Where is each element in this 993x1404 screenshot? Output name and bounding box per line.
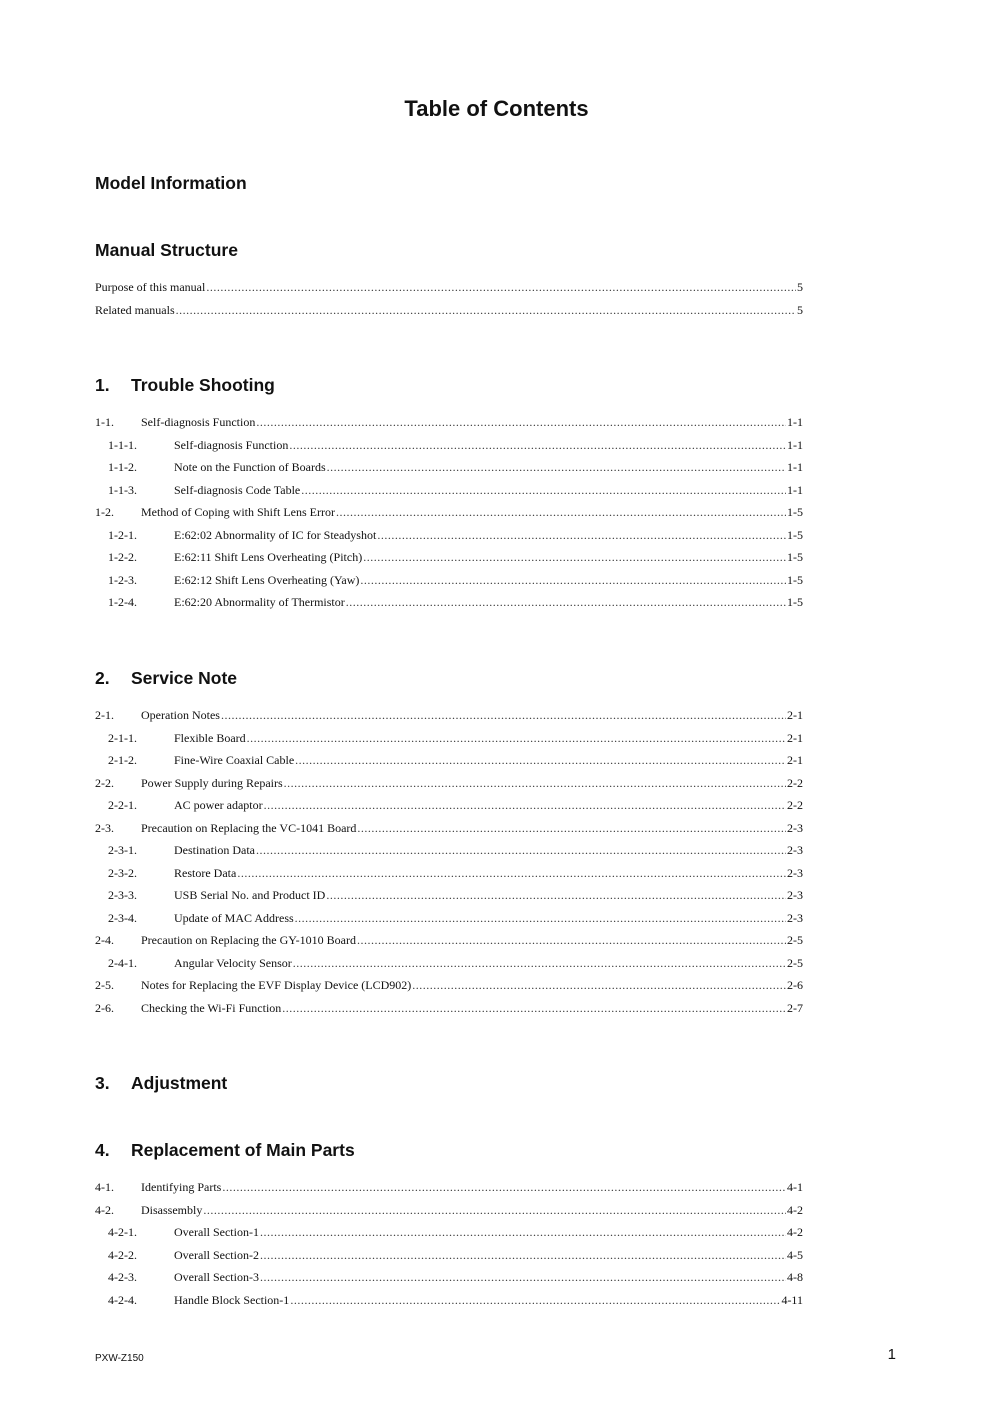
toc-entry-page: 4-1 bbox=[787, 1180, 803, 1194]
toc-entry-page: 1-5 bbox=[787, 505, 803, 519]
toc-entry-label: Checking the Wi-Fi Function bbox=[141, 1000, 282, 1015]
toc-entry-number: 1-2-1. bbox=[108, 527, 137, 542]
toc-entry-page: 2-3 bbox=[787, 843, 803, 857]
toc-entry-number: 2-3-4. bbox=[108, 910, 137, 925]
dot-leader bbox=[360, 573, 786, 588]
toc-entry-number: 1-1-3. bbox=[108, 482, 137, 497]
toc-entry[interactable] bbox=[95, 708, 803, 731]
toc-entry-label: Angular Velocity Sensor bbox=[174, 955, 292, 970]
toc-entry-number: 2-3-1. bbox=[108, 843, 137, 857]
dot-leader bbox=[256, 415, 786, 430]
toc-entry-label: Flexible Board bbox=[174, 730, 246, 745]
dot-leader bbox=[260, 1270, 786, 1285]
toc-entry[interactable] bbox=[95, 776, 803, 799]
toc-entry-number: 1-2-3. bbox=[108, 572, 137, 587]
toc-entry-label: Self-diagnosis Code Table bbox=[174, 482, 301, 497]
section-title: Replacement of Main Parts bbox=[131, 1140, 355, 1160]
dot-leader bbox=[295, 753, 786, 768]
toc-entry-number: 4-2. bbox=[95, 1202, 114, 1217]
dot-leader bbox=[357, 933, 786, 948]
section-title: Manual Structure bbox=[95, 240, 238, 260]
dot-leader bbox=[264, 798, 786, 813]
toc-entry-page: 2-3 bbox=[787, 865, 803, 880]
toc-entry-page: 2-1 bbox=[787, 708, 803, 722]
toc-entry[interactable] bbox=[95, 888, 803, 911]
toc-entry-page: 4-11 bbox=[781, 1292, 803, 1307]
section-number: 2. bbox=[95, 668, 110, 688]
section-heading[interactable] bbox=[95, 236, 803, 264]
toc-entry-label: Power Supply during Repairs bbox=[141, 775, 283, 790]
toc-entry-number: 4-1. bbox=[95, 1180, 114, 1194]
toc-entry-number: 1-1-2. bbox=[108, 460, 137, 474]
toc-entry[interactable] bbox=[95, 843, 803, 866]
toc-entry-label: Operation Notes bbox=[141, 708, 220, 722]
section-number: 1. bbox=[95, 375, 110, 395]
toc-entry-label: Notes for Replacing the EVF Display Device (LCD902) bbox=[141, 978, 412, 992]
toc-entry-label: Identifying Parts bbox=[141, 1180, 222, 1194]
toc-entry[interactable] bbox=[95, 483, 803, 506]
toc-entry-label: Purpose of this manual bbox=[95, 280, 206, 294]
toc-entry[interactable] bbox=[95, 415, 803, 438]
dot-leader bbox=[377, 528, 786, 543]
toc-entry[interactable] bbox=[95, 956, 803, 979]
dot-leader bbox=[289, 438, 786, 453]
toc-entry[interactable] bbox=[95, 1225, 803, 1248]
toc-entry[interactable] bbox=[95, 280, 803, 303]
toc-entry-number: 4-2-2. bbox=[108, 1247, 137, 1262]
toc-entry-page: 4-2 bbox=[787, 1225, 803, 1239]
toc-entry-page: 4-5 bbox=[787, 1247, 803, 1262]
dot-leader bbox=[346, 595, 786, 610]
toc-entry-label: Fine-Wire Coaxial Cable bbox=[174, 753, 295, 767]
section-heading[interactable] bbox=[95, 169, 803, 197]
dot-leader bbox=[221, 708, 786, 723]
toc-entry-number: 2-2-1. bbox=[108, 798, 137, 812]
toc-entry-label: Overall Section-3 bbox=[174, 1270, 259, 1284]
dot-leader bbox=[363, 550, 786, 565]
footer-model-name: PXW-Z150 bbox=[95, 1353, 144, 1364]
page-title: Table of Contents bbox=[404, 96, 589, 121]
dot-leader bbox=[293, 956, 786, 971]
dot-leader bbox=[203, 1203, 786, 1218]
toc-entry[interactable] bbox=[95, 933, 803, 956]
toc-entry-label: Overall Section-1 bbox=[174, 1225, 259, 1239]
section-number: 4. bbox=[95, 1140, 110, 1160]
toc-entry-label: Precaution on Replacing the GY-1010 Board bbox=[141, 933, 356, 947]
toc-entry[interactable] bbox=[95, 1270, 803, 1293]
dot-leader bbox=[282, 1001, 786, 1016]
toc-entry-number: 2-4. bbox=[95, 933, 114, 947]
toc-entry[interactable] bbox=[95, 753, 803, 776]
toc-entry-page: 1-1 bbox=[787, 415, 803, 429]
toc-entry-page: 1-5 bbox=[787, 527, 803, 542]
toc-entry-page: 1-5 bbox=[787, 595, 803, 609]
section-title: Trouble Shooting bbox=[131, 375, 275, 395]
toc-entry-page: 2-5 bbox=[787, 955, 803, 970]
dot-leader bbox=[336, 505, 786, 520]
dot-leader bbox=[260, 1248, 786, 1263]
dot-leader bbox=[247, 731, 786, 746]
toc-entry-label: Self-diagnosis Function bbox=[141, 415, 256, 429]
toc-entry-page: 1-1 bbox=[787, 460, 803, 474]
toc-entry-label: E:62:20 Abnormality of Thermistor bbox=[174, 595, 345, 609]
dot-leader bbox=[357, 821, 786, 836]
toc-entry[interactable] bbox=[95, 505, 803, 528]
toc-entry-number: 4-2-1. bbox=[108, 1225, 137, 1239]
toc-entry-label: E:62:02 Abnormality of IC for Steadyshot bbox=[174, 527, 377, 542]
toc-entry-label: Related manuals bbox=[95, 302, 175, 317]
dot-leader bbox=[326, 888, 786, 903]
toc-entry[interactable] bbox=[95, 303, 803, 326]
section-heading[interactable] bbox=[95, 1136, 803, 1164]
section-number: 3. bbox=[95, 1073, 110, 1093]
footer-page-number: 1 bbox=[887, 1346, 896, 1363]
toc-entry-page: 2-2 bbox=[787, 798, 803, 812]
toc-entry-label: Disassembly bbox=[141, 1202, 203, 1217]
toc-entry-label: Restore Data bbox=[174, 865, 237, 880]
toc-entry-label: Precaution on Replacing the VC-1041 Board bbox=[141, 820, 357, 835]
toc-entry-number: 2-1-2. bbox=[108, 753, 137, 767]
toc-entry-label: AC power adaptor bbox=[174, 798, 263, 812]
toc-entry-number: 4-2-3. bbox=[108, 1270, 137, 1284]
toc-entry-label: Update of MAC Address bbox=[174, 910, 294, 925]
toc-entry-page: 2-1 bbox=[787, 730, 803, 745]
toc-entry[interactable] bbox=[95, 1180, 803, 1203]
toc-entry[interactable] bbox=[95, 438, 803, 461]
toc-entry-number: 2-3-3. bbox=[108, 888, 137, 902]
section-title: Model Information bbox=[95, 173, 247, 193]
dot-leader bbox=[222, 1180, 786, 1195]
toc-entry[interactable] bbox=[95, 1248, 803, 1271]
toc-section-manual-structure bbox=[95, 236, 803, 325]
toc-section-trouble-shooting bbox=[95, 371, 803, 618]
toc-entry-page: 4-2 bbox=[787, 1202, 803, 1217]
dot-leader bbox=[256, 843, 786, 858]
dot-leader bbox=[412, 978, 786, 993]
toc-entry-page: 2-3 bbox=[787, 910, 803, 925]
toc-entry[interactable] bbox=[95, 460, 803, 483]
dot-leader bbox=[301, 483, 786, 498]
toc-entry-label: Overall Section-2 bbox=[174, 1247, 259, 1262]
toc-entry[interactable] bbox=[95, 911, 803, 934]
toc-entry-number: 4-2-4. bbox=[108, 1292, 137, 1307]
toc-entry-page: 2-5 bbox=[787, 933, 803, 947]
toc-entry-label: Handle Block Section-1 bbox=[174, 1292, 290, 1307]
section-heading[interactable] bbox=[95, 371, 803, 399]
toc-entry-page: 2-6 bbox=[787, 978, 803, 992]
toc-entry-page: 1-1 bbox=[787, 437, 803, 452]
toc-entry-number: 1-1-1. bbox=[108, 437, 137, 452]
toc-entry-number: 1-1. bbox=[95, 415, 114, 429]
toc-entry-number: 2-1-1. bbox=[108, 730, 137, 745]
toc-entry-label: Method of Coping with Shift Lens Error bbox=[141, 505, 335, 519]
dot-leader bbox=[206, 280, 796, 295]
dot-leader bbox=[176, 303, 796, 318]
toc-entry-label: Self-diagnosis Function bbox=[174, 437, 289, 452]
toc-entry[interactable] bbox=[95, 866, 803, 889]
toc-section-adjustment bbox=[95, 1069, 803, 1097]
toc-entry[interactable] bbox=[95, 821, 803, 844]
dot-leader bbox=[295, 911, 786, 926]
toc-entry-page: 1-5 bbox=[787, 550, 803, 564]
toc-entry-page: 4-8 bbox=[787, 1270, 803, 1284]
toc-entry-label: E:62:12 Shift Lens Overheating (Yaw) bbox=[174, 572, 360, 587]
toc-section-model-information bbox=[95, 169, 803, 197]
section-heading[interactable] bbox=[95, 1069, 803, 1097]
toc-entry-number: 2-3. bbox=[95, 820, 114, 835]
dot-leader bbox=[260, 1225, 786, 1240]
section-heading[interactable] bbox=[95, 664, 803, 692]
toc-entry-label: USB Serial No. and Product ID bbox=[174, 888, 326, 902]
toc-entry-number: 2-5. bbox=[95, 978, 114, 992]
toc-section-service-note bbox=[95, 664, 803, 1023]
toc-entry-number: 2-1. bbox=[95, 708, 114, 722]
toc-entry-number: 1-2-4. bbox=[108, 595, 137, 609]
dot-leader bbox=[237, 866, 786, 881]
toc-entry-page: 1-5 bbox=[787, 572, 803, 587]
toc-entry[interactable] bbox=[95, 1203, 803, 1226]
toc-entry[interactable] bbox=[95, 573, 803, 596]
toc-entry-number: 2-2. bbox=[95, 775, 114, 790]
toc-entry-page: 5 bbox=[797, 280, 803, 294]
toc-entry-page: 2-7 bbox=[787, 1000, 803, 1015]
toc-entry-page: 5 bbox=[797, 302, 803, 317]
toc-entry-label: E:62:11 Shift Lens Overheating (Pitch) bbox=[174, 550, 363, 564]
toc-entry-number: 2-4-1. bbox=[108, 955, 137, 970]
dot-leader bbox=[290, 1293, 780, 1308]
toc-entry-page: 2-1 bbox=[787, 753, 803, 767]
toc-entry-number: 1-2-2. bbox=[108, 550, 137, 564]
section-title: Adjustment bbox=[131, 1073, 228, 1093]
toc-entry-page: 2-3 bbox=[787, 820, 803, 835]
toc-entry-page: 2-3 bbox=[787, 888, 803, 902]
toc-entry[interactable] bbox=[95, 731, 803, 754]
toc-section-replacement-of-main-parts bbox=[95, 1136, 803, 1315]
toc-entry-label: Note on the Function of Boards bbox=[174, 460, 326, 474]
toc-entry-label: Destination Data bbox=[174, 843, 255, 857]
toc-entry[interactable] bbox=[95, 798, 803, 821]
section-title: Service Note bbox=[131, 668, 238, 688]
toc-entry[interactable] bbox=[95, 550, 803, 573]
toc-entry-page: 1-1 bbox=[787, 482, 803, 497]
toc-entry-page: 2-2 bbox=[787, 775, 803, 790]
toc-entry-number: 2-3-2. bbox=[108, 865, 137, 880]
toc-entry-number: 2-6. bbox=[95, 1000, 114, 1015]
toc-entry[interactable] bbox=[95, 978, 803, 1001]
dot-leader bbox=[284, 776, 786, 791]
toc-entry[interactable] bbox=[95, 1001, 803, 1024]
toc-entry[interactable] bbox=[95, 595, 803, 618]
dot-leader bbox=[327, 460, 786, 475]
toc-entry[interactable] bbox=[95, 1293, 803, 1316]
toc-entry-number: 1-2. bbox=[95, 505, 114, 519]
toc-entry[interactable] bbox=[95, 528, 803, 551]
